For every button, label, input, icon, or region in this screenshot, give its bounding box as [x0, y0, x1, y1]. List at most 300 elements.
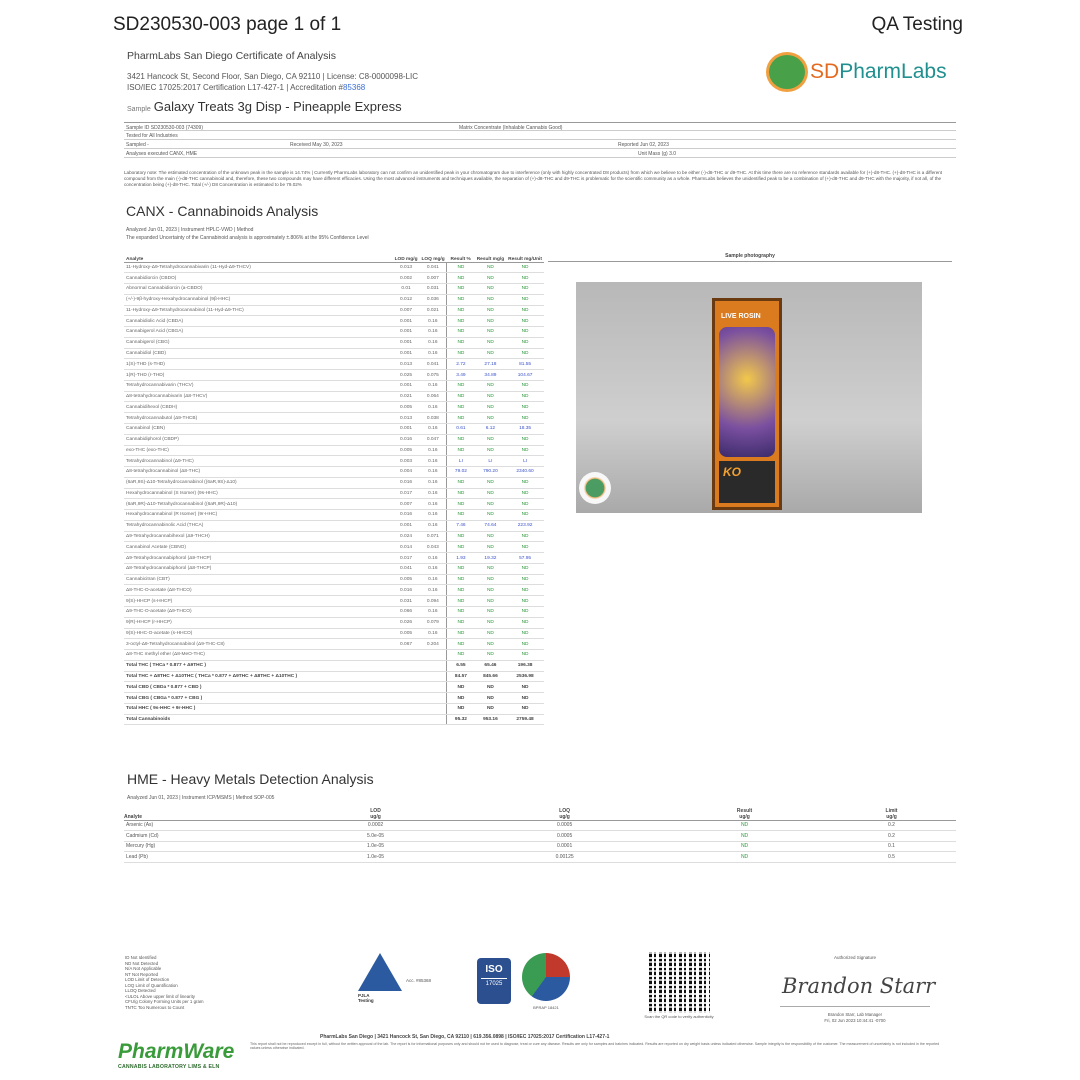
- result-pct-cell: ND: [447, 348, 475, 359]
- hme-col-lod: [284, 803, 467, 820]
- result-mgg-cell: ND: [475, 413, 506, 424]
- analyte-cell: Δ9-THC-O-acetate (Δ9-THCO): [124, 607, 393, 618]
- analyte-cell: 1(R)-THD (r-THD): [124, 370, 393, 381]
- result-unit-cell: 104.67: [506, 370, 544, 381]
- lod-cell: 0.012: [393, 294, 420, 305]
- table-header-row: [124, 248, 544, 262]
- signatory: [780, 1012, 930, 1023]
- globe-icon: [766, 52, 808, 92]
- lab-name: PharmLabs San Diego Certificate of Analysis: [127, 50, 336, 62]
- loq-cell: 0.021: [420, 305, 447, 316]
- result-mgg-cell: ND: [475, 563, 506, 574]
- pharmware-tagline: CANNABIS LABORATORY LIMS & ELN: [118, 1064, 220, 1070]
- loq-cell: 0.075: [420, 370, 447, 381]
- result-unit-cell: ND: [506, 294, 544, 305]
- canx-title: CANX - Cannabinoids Analysis: [126, 203, 319, 219]
- loq-cell: 0.16: [420, 337, 447, 348]
- table-row: [124, 574, 544, 585]
- legend-item: N/A Not Applicable: [125, 966, 162, 971]
- result-unit-cell: ND: [506, 542, 544, 553]
- accreditation-link[interactable]: 85368: [342, 83, 366, 92]
- table-row: [124, 639, 544, 650]
- analyte-cell: Cannabinol (CBN): [124, 423, 393, 434]
- loq-cell: 0.041: [420, 359, 447, 370]
- analyte-cell: Δ8-THC methyl ether (Δ8-MeO-THC): [124, 650, 393, 661]
- analyte-cell: 9(R)-HHCP (r-HHCP): [124, 617, 393, 628]
- result-cell: ND: [662, 831, 827, 842]
- result-mgg-cell: ND: [475, 510, 506, 521]
- analyses-executed: Analyses executed CANX, HME: [126, 151, 198, 157]
- result-mgg-cell: ND: [475, 327, 506, 338]
- total-row: [124, 714, 544, 725]
- result-mgg-cell: ND: [475, 596, 506, 607]
- received: Received May 30, 2023: [290, 142, 343, 148]
- lod-cell: [393, 703, 420, 714]
- result-unit-cell: ND: [506, 445, 544, 456]
- loq-cell: 0.007: [420, 273, 447, 284]
- table-row: [124, 563, 544, 574]
- total-row: [124, 693, 544, 704]
- result-pct-cell: 79.02: [447, 467, 475, 478]
- loq-cell: 0.041: [420, 262, 447, 273]
- hme-col-limit-label: Limit: [885, 807, 898, 814]
- result-mgg-cell: ND: [475, 348, 506, 359]
- result-unit-cell: ND: [506, 380, 544, 391]
- result-unit-cell: 57.95: [506, 553, 544, 564]
- lod-cell: [393, 671, 420, 682]
- sample-id: Sample ID SD230530-003 (74309): [126, 125, 203, 131]
- loq-cell: 0.00125: [467, 852, 662, 863]
- result-unit-cell: ND: [506, 327, 544, 338]
- table-row: [124, 445, 544, 456]
- table-row: [124, 831, 956, 842]
- table-row: [124, 294, 544, 305]
- result-unit-cell: ND: [506, 488, 544, 499]
- result-cell: ND: [662, 841, 827, 852]
- result-unit-cell: ND: [506, 703, 544, 714]
- cannabinoids-table-body: [124, 262, 544, 725]
- loq-cell: 0.036: [420, 294, 447, 305]
- lod-cell: 0.001: [393, 337, 420, 348]
- result-cell: ND: [662, 852, 827, 863]
- qr-caption: Scan the QR code to verify authenticity: [644, 1014, 714, 1019]
- address-line-2: [127, 82, 418, 93]
- result-mgg-cell: ND: [475, 693, 506, 704]
- analyte-cell: Cannabidihexol (CBDH): [124, 402, 393, 413]
- result-unit-cell: ND: [506, 477, 544, 488]
- result-mgg-cell: LI: [475, 456, 506, 467]
- loq-cell: 0.16: [420, 423, 447, 434]
- package-label: LIVE ROSIN: [721, 313, 761, 320]
- package-art: [719, 327, 775, 457]
- result-pct-cell: ND: [447, 445, 475, 456]
- hme-col-result: [662, 803, 827, 820]
- result-unit-cell: 18.35: [506, 423, 544, 434]
- lod-cell: 0.001: [393, 348, 420, 359]
- table-row: [124, 510, 544, 521]
- result-mgg-cell: ND: [475, 284, 506, 295]
- result-mgg-cell: ND: [475, 650, 506, 661]
- col-loq: LOQ mg/g: [420, 248, 447, 262]
- result-unit-cell: ND: [506, 284, 544, 295]
- signature: Brandon Starr: [782, 974, 936, 998]
- result-mgg-cell: ND: [475, 380, 506, 391]
- result-mgg-cell: ND: [475, 585, 506, 596]
- footer-disclaimer: This report shall not be reproduced except in full, without the written approval of the lab. The report is for informational purposes only and should not be used to diagnose, treat or cure any disease. Results are only for samples and batches indicated. Results are reported on dry weight basis unless indicated otherwise. Sample integrity is the responsibility of the customer. The measurement of uncertainty is not included in the reported values unless otherwise indicated.: [250, 1042, 940, 1051]
- legend-item: <ULOL Above upper limit of linearity: [125, 993, 196, 999]
- signatory-name: Brandon Starr, Lab Manager: [827, 1012, 883, 1017]
- pjla-triangle-icon: [358, 953, 402, 991]
- loq-cell: 0.16: [420, 628, 447, 639]
- result-mgg-cell: 27.18: [475, 359, 506, 370]
- result-mgg-cell: ND: [475, 445, 506, 456]
- lod-cell: 1.0e-05: [284, 841, 467, 852]
- table-row: [124, 316, 544, 327]
- result-pct-cell: 1.93: [447, 553, 475, 564]
- lod-cell: [393, 682, 420, 693]
- lod-cell: 0.016: [393, 477, 420, 488]
- lod-cell: 0.005: [393, 402, 420, 413]
- result-unit-cell: ND: [506, 563, 544, 574]
- analyte-cell: Cadmium (Cd): [124, 831, 284, 842]
- analyte-cell: 3-octyl-Δ9-Tetrahydrocannabinol (Δ9-THC-C8): [124, 639, 393, 650]
- result-mgg-cell: ND: [475, 703, 506, 714]
- result-mgg-cell: ND: [475, 488, 506, 499]
- result-unit-cell: ND: [506, 639, 544, 650]
- pharmware-logo: [118, 1040, 234, 1070]
- hme-col-loq-unit: ug/g: [559, 813, 570, 820]
- col-result-pct: Result %: [447, 248, 475, 262]
- iso-label: ISO: [485, 964, 503, 975]
- signature-label: Authorized Signature: [833, 955, 877, 960]
- lod-cell: 0.041: [393, 563, 420, 574]
- loq-cell: 0.031: [420, 284, 447, 295]
- heavy-metals-table: [124, 803, 956, 863]
- lod-cell: 0.013: [393, 413, 420, 424]
- loq-cell: [420, 671, 447, 682]
- lod-cell: 0.024: [393, 531, 420, 542]
- result-mgg-cell: ND: [475, 294, 506, 305]
- loq-cell: [420, 660, 447, 671]
- loq-cell: 0.079: [420, 617, 447, 628]
- lod-cell: 0.017: [393, 553, 420, 564]
- analyte-cell: Δ8-tetrahydrocannabivarin (Δ8-THCV): [124, 391, 393, 402]
- lod-cell: 0.016: [393, 434, 420, 445]
- loq-cell: 0.071: [420, 531, 447, 542]
- loq-cell: 0.038: [420, 413, 447, 424]
- seal-caption: BPRAP 18421: [533, 1005, 559, 1010]
- sample-name: Galaxy Treats 3g Disp - Pineapple Express: [153, 99, 402, 114]
- loq-cell: 0.0005: [467, 820, 662, 831]
- result-pct-cell: ND: [447, 316, 475, 327]
- loq-cell: 0.16: [420, 477, 447, 488]
- hme-col-result-label: Result: [736, 807, 753, 814]
- loq-cell: [420, 714, 447, 725]
- limit-cell: 0.5: [827, 852, 956, 863]
- table-row: [124, 585, 544, 596]
- loq-cell: 0.0005: [467, 831, 662, 842]
- result-pct-cell: ND: [447, 305, 475, 316]
- analyte-cell: 11-Hydroxy-Δ9-Tetrahydrocannabinol (11-Hyd-Δ9-THC): [124, 305, 393, 316]
- pjla-sub: Testing: [358, 998, 374, 1003]
- sample-photo: [576, 282, 922, 513]
- hme-col-result-unit: ug/g: [739, 813, 750, 820]
- result-pct-cell: ND: [447, 542, 475, 553]
- analyte-cell: (6aR,9R)-Δ10-Tetrahydrocannabinol ((6aR,9R)-Δ10): [124, 499, 393, 510]
- result-unit-cell: ND: [506, 337, 544, 348]
- loq-cell: 0.047: [420, 434, 447, 445]
- limit-cell: 0.2: [827, 831, 956, 842]
- result-unit-cell: LI: [506, 456, 544, 467]
- loq-cell: 0.16: [420, 402, 447, 413]
- result-mgg-cell: ND: [475, 499, 506, 510]
- table-row: [124, 477, 544, 488]
- loq-cell: 0.16: [420, 585, 447, 596]
- sdpharmlabs-logo: [764, 48, 954, 94]
- qr-code[interactable]: [649, 952, 710, 1013]
- analyte-cell: Cannabicitran (CBT): [124, 574, 393, 585]
- logo-text-b: PharmLabs: [839, 60, 947, 83]
- legend-item: NT Not Reported: [125, 971, 159, 977]
- legend-item: ID Not Identified: [125, 955, 157, 960]
- result-mgg-cell: ND: [475, 402, 506, 413]
- table-row: [124, 434, 544, 445]
- result-pct-cell: 3.49: [447, 370, 475, 381]
- logo-text: [810, 60, 947, 84]
- lod-cell: [393, 693, 420, 704]
- result-pct-cell: ND: [447, 682, 475, 693]
- analyte-cell: Total HHC ( 9s-HHC + 9r-HHC ): [124, 703, 393, 714]
- analyte-cell: Δ9-Tetrahydrocannabihexol (Δ9-THCH): [124, 531, 393, 542]
- result-unit-cell: ND: [506, 348, 544, 359]
- table-row: [124, 370, 544, 381]
- legend-item: ND Not Detected: [125, 960, 159, 966]
- lod-cell: 0.005: [393, 445, 420, 456]
- result-unit-cell: ND: [506, 531, 544, 542]
- result-unit-cell: ND: [506, 510, 544, 521]
- hme-col-lod-label: LOD: [370, 807, 381, 814]
- lod-cell: 0.0002: [284, 820, 467, 831]
- result-pct-cell: ND: [447, 585, 475, 596]
- analyte-cell: Mercury (Hg): [124, 841, 284, 852]
- lod-cell: 0.066: [393, 607, 420, 618]
- hme-col-loq: [467, 803, 662, 820]
- table-row: [124, 520, 544, 531]
- analyte-cell: Abnormal Cannabidiorcin (a-CBDO): [124, 284, 393, 295]
- lod-cell: [393, 714, 420, 725]
- table-row: [124, 391, 544, 402]
- result-mgg-cell: 34.89: [475, 370, 506, 381]
- result-pct-cell: ND: [447, 703, 475, 714]
- analyte-cell: Cannabigerol Acid (CBGA): [124, 327, 393, 338]
- lod-cell: 0.014: [393, 542, 420, 553]
- result-unit-cell: ND: [506, 391, 544, 402]
- analyte-cell: Cannabidiorcin (CBDO): [124, 273, 393, 284]
- hme-title: HME - Heavy Metals Detection Analysis: [127, 771, 374, 787]
- legend-item: LLOQ Detected: [125, 988, 156, 993]
- canx-uncertainty: The expanded Uncertainty of the Cannabinoid analysis is approximately ±.806% at the 95% Confidence Level: [126, 235, 369, 241]
- lod-cell: 0.007: [393, 305, 420, 316]
- table-row: [124, 650, 544, 661]
- analyte-cell: Tetrahydrocannabivarin (THCV): [124, 380, 393, 391]
- reported: Reported Jun 02, 2023: [618, 142, 669, 148]
- total-row: [124, 682, 544, 693]
- result-mgg-cell: 19.32: [475, 553, 506, 564]
- package-brand: KO: [723, 465, 741, 479]
- lod-cell: 0.031: [393, 596, 420, 607]
- result-unit-cell: ND: [506, 316, 544, 327]
- col-result-unit: Result mg/Unit: [506, 248, 544, 262]
- result-mgg-cell: ND: [475, 434, 506, 445]
- analyte-cell: Total THC + Δ8THC + Δ10THC ( THCa * 0.877 + Δ9THC + Δ8THC + Δ10THC ): [124, 671, 393, 682]
- pjla-accreditation: Acc. #85368: [406, 978, 432, 983]
- analyte-cell: Cannabigerol (CBG): [124, 337, 393, 348]
- analyte-cell: Δ8-THC-O-acetate (Δ8-THCO): [124, 585, 393, 596]
- lod-cell: 0.003: [393, 456, 420, 467]
- loq-cell: 0.16: [420, 445, 447, 456]
- product-package: [712, 298, 782, 510]
- meta-row: [124, 140, 956, 149]
- laboratory-note: Laboratory note: The estimated concentration of the unknown peak in the sample is 14.74% | Currently PharmLabs laboratory can not confirm an unidentified peak in your chromatogram due to interference (only with highly concentrated D8 products) from which we believe to be either (-)-d8-THC or d9-THC. At this time there are no reference standards available for (+)-d8-THC. (+)-d8-THC is a different compound from the main (-)-d8-THC cannabinoid and, therefore, these two compounds may have different efficacies. Using the most advanced instruments and techniques available, the separation of (+)-d8-THC and d9-THC is problematic for the scientific community as a whole. PharmLabs believes the unidentified peak to be a combination of (+)-d8-THC and d9-THC with the majority, if not all, of the concentration being (+)-d8-THC. Total (+/-) D8 Concentration is estimated to be 79.02%: [124, 170, 943, 188]
- analyte-cell: Tetrahydrocannabinol (Δ9-THC): [124, 456, 393, 467]
- table-row: [124, 488, 544, 499]
- meta-row: [124, 122, 956, 131]
- analyte-cell: Hexahydrocannabinol (R Isomer) (9r-HHC): [124, 510, 393, 521]
- result-mgg-cell: 6.12: [475, 423, 506, 434]
- table-row: [124, 402, 544, 413]
- table-row: [124, 456, 544, 467]
- result-pct-cell: ND: [447, 273, 475, 284]
- result-mgg-cell: 845.66: [475, 671, 506, 682]
- result-pct-cell: 2.72: [447, 359, 475, 370]
- result-mgg-cell: ND: [475, 262, 506, 273]
- table-row: [124, 359, 544, 370]
- lod-cell: 0.013: [393, 359, 420, 370]
- result-pct-cell: 7.46: [447, 520, 475, 531]
- result-cell: ND: [662, 820, 827, 831]
- lod-cell: 1.0e-05: [284, 852, 467, 863]
- legend-item: LOD Limit of Detection: [125, 977, 170, 982]
- loq-cell: 0.16: [420, 553, 447, 564]
- meta-row: [124, 149, 956, 158]
- analyte-cell: Total CBG ( CBGa * 0.877 + CBG ): [124, 693, 393, 704]
- result-pct-cell: 6.55: [447, 660, 475, 671]
- hme-col-analyte-label: Analyte: [124, 813, 143, 820]
- result-pct-cell: ND: [447, 413, 475, 424]
- result-pct-cell: ND: [447, 499, 475, 510]
- result-pct-cell: ND: [447, 488, 475, 499]
- result-pct-cell: ND: [447, 607, 475, 618]
- result-mgg-cell: ND: [475, 337, 506, 348]
- table-row: [124, 499, 544, 510]
- hme-col-lod-unit: ug/g: [370, 813, 381, 820]
- legend-item: TNTC Too Numerous to Count: [125, 1004, 185, 1010]
- loq-cell: 0.043: [420, 542, 447, 553]
- loq-cell: 0.204: [420, 639, 447, 650]
- analyte-cell: Total CBD ( CBDa * 0.877 + CBD ): [124, 682, 393, 693]
- loq-cell: [420, 703, 447, 714]
- result-unit-cell: ND: [506, 402, 544, 413]
- loq-cell: [420, 682, 447, 693]
- result-mgg-cell: ND: [475, 617, 506, 628]
- result-mgg-cell: ND: [475, 305, 506, 316]
- lod-cell: 0.067: [393, 639, 420, 650]
- lod-cell: 0.001: [393, 380, 420, 391]
- analyte-cell: Cannabidiolic Acid (CBDA): [124, 316, 393, 327]
- meta-row: [124, 131, 956, 140]
- analyte-cell: 9(S)-HHCP (s-HHCP): [124, 596, 393, 607]
- table-row: [124, 617, 544, 628]
- legend-item: CFU/g Colony Forming Units per 1 gram: [125, 999, 204, 1004]
- lod-cell: 0.001: [393, 327, 420, 338]
- table-row: [124, 467, 544, 478]
- table-row: [124, 596, 544, 607]
- result-pct-cell: LI: [447, 456, 475, 467]
- loq-cell: 0.064: [420, 391, 447, 402]
- analyte-cell: exo-THC (exo-THC): [124, 445, 393, 456]
- canx-meta: [126, 226, 369, 242]
- analyte-cell: Δ8-tetrahydrocannabinol (Δ8-THC): [124, 467, 393, 478]
- result-mgg-cell: ND: [475, 574, 506, 585]
- result-pct-cell: ND: [447, 380, 475, 391]
- result-pct-cell: ND: [447, 693, 475, 704]
- result-pct-cell: 0.61: [447, 423, 475, 434]
- result-mgg-cell: ND: [475, 542, 506, 553]
- report-type: QA Testing: [871, 14, 963, 35]
- lod-cell: 0.001: [393, 423, 420, 434]
- result-unit-cell: 2340.60: [506, 467, 544, 478]
- lod-cell: 0.005: [393, 628, 420, 639]
- address-line-2-text: ISO/IEC 17025:2017 Certification L17-427-1 | Accreditation #: [127, 83, 343, 92]
- table-row: [124, 380, 544, 391]
- result-pct-cell: ND: [447, 639, 475, 650]
- table-row: [124, 413, 544, 424]
- result-mgg-cell: ND: [475, 316, 506, 327]
- result-mgg-cell: 790.20: [475, 467, 506, 478]
- lod-cell: 0.016: [393, 585, 420, 596]
- table-row: [124, 262, 544, 273]
- analyte-cell: Tetrahydrocannabinolic Acid (THCA): [124, 520, 393, 531]
- analyte-cell: Total THC ( THCa * 0.877 + Δ9THC ): [124, 660, 393, 671]
- total-row: [124, 660, 544, 671]
- result-pct-cell: ND: [447, 563, 475, 574]
- hme-col-analyte: [124, 803, 284, 820]
- lod-cell: 0.021: [393, 391, 420, 402]
- result-pct-cell: ND: [447, 628, 475, 639]
- lod-cell: 0.007: [393, 499, 420, 510]
- abbreviation-legend: [125, 955, 204, 1010]
- table-row: [124, 305, 544, 316]
- legend-item: LOQ Limit of Quantification: [125, 982, 178, 988]
- sampled: Sampled -: [126, 142, 149, 148]
- lod-cell: 0.016: [393, 510, 420, 521]
- result-unit-cell: 2759.48: [506, 714, 544, 725]
- hme-analyzed: Analyzed Jun 01, 2023 | Instrument ICP/MSMS | Method SOP-005: [127, 795, 275, 801]
- col-result-mgg: Result mg/g: [475, 248, 506, 262]
- col-analyte: Analyte: [124, 248, 393, 262]
- loq-cell: 0.16: [420, 499, 447, 510]
- matrix: Matrix Concentrate (Inhalable Cannabis Good): [459, 125, 563, 131]
- table-row: [124, 628, 544, 639]
- pjla-text: [358, 993, 374, 1003]
- loq-cell: 0.16: [420, 563, 447, 574]
- hme-col-limit: [827, 803, 956, 820]
- iso-number: 17025: [481, 978, 507, 987]
- result-mgg-cell: 953.16: [475, 714, 506, 725]
- total-row: [124, 703, 544, 714]
- result-unit-cell: ND: [506, 262, 544, 273]
- table-row: [124, 273, 544, 284]
